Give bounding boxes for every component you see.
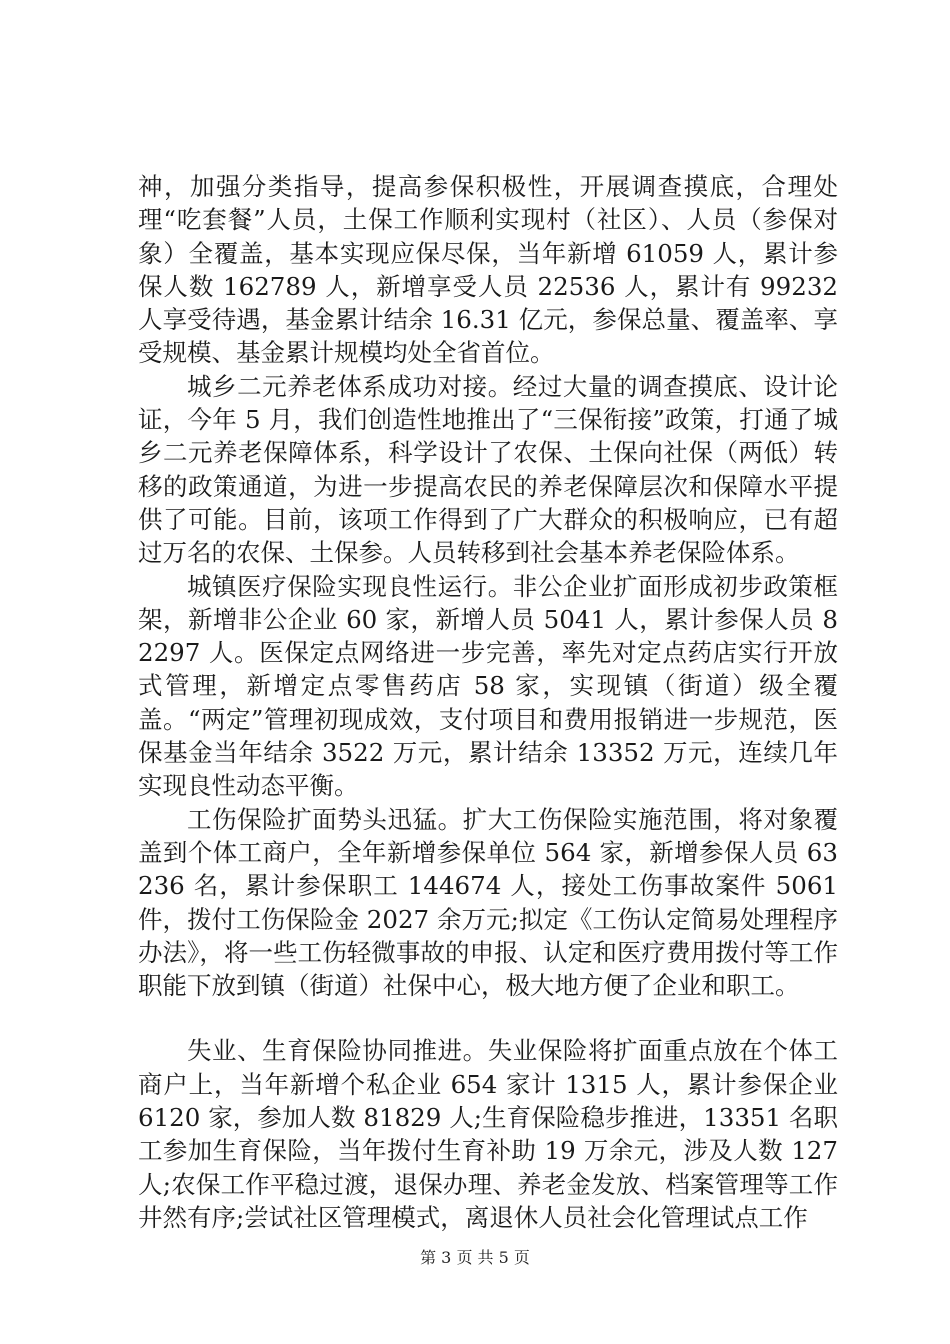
paragraph-injury-insurance: 工伤保险扩面势头迅猛。扩大工伤保险实施范围，将对象覆盖到个体工商户，全年新增参保单位 564 家，新增参保人员 63236 名，累计参保职工 144674 人，接处工伤事故案件 5061 件，拨付工伤保险金 2027 余万元;拟定《工伤认定简易处理程序办法》，将一些工伤轻微事故的申报、认定和医疗费用拨付等工作职能下放到镇（街道）社保中心，极大地方便了企业和职工。 (138, 804, 838, 1001)
paragraph-medical-insurance: 城镇医疗保险实现良性运行。非公企业扩面形成初步政策框架，新增非公企业 60 家，新增人员 5041 人，累计参保人员 82297 人。医保定点网络进一步完善，率先对定点药店实行开放式管理，新增定点零售药店 58 家，实现镇（街道）级全覆盖。“两定”管理初现成效，支付项目和费用报销进一步规范，医保基金当年结余 3522 万元，累计结余 13352 万元，连续几年实现良性动态平衡。 (138, 571, 838, 801)
paragraph-pension-integration: 城乡二元养老体系成功对接。经过大量的调查摸底、设计论证，今年 5 月，我们创造性地推出了“三保衔接”政策，打通了城乡二元养老保障体系，科学设计了农保、土保向社保（两低）转移的政策通道，为进一步提高农民的养老保障层次和保障水平提供了可能。目前，该项工作得到了广大群众的积极响应，已有超过万名的农保、土保参。人员转移到社会基本养老保险体系。 (138, 371, 838, 568)
page-footer: 第 3 页 共 5 页 (420, 1248, 530, 1267)
paragraph-gap (138, 1002, 838, 1034)
paragraph-continuation: 神，加强分类指导，提高参保积极性，开展调查摸底，合理处理“吃套餐”人员，土保工作顺利实现村（社区）、人员（参保对象）全覆盖，基本实现应保尽保，当年新增 61059 人，累计参保人数 162789 人，新增享受人员 22536 人，累计有 99232 人享受待遇，基金累计结余 16.31 亿元，参保总量、覆盖率、享受规模、基金累计规模均处全省首位。 (138, 172, 838, 368)
paragraph-unemployment-maternity: 失业、生育保险协同推进。失业保险将扩面重点放在个体工商户上，当年新增个私企业 654 家计 1315 人，累计参保企业 6120 家，参加人数 81829 人;生育保险稳步推进，13351 名职工参加生育保险，当年拨付生育补助 19 万余元，涉及人数 127 人;农保工作平稳过渡，退保办理、养老金发放、档案管理等工作井然有序;尝试社区管理模式，离退休人员社会化管理试点工作 (138, 1036, 838, 1232)
document-body (138, 170, 838, 1234)
